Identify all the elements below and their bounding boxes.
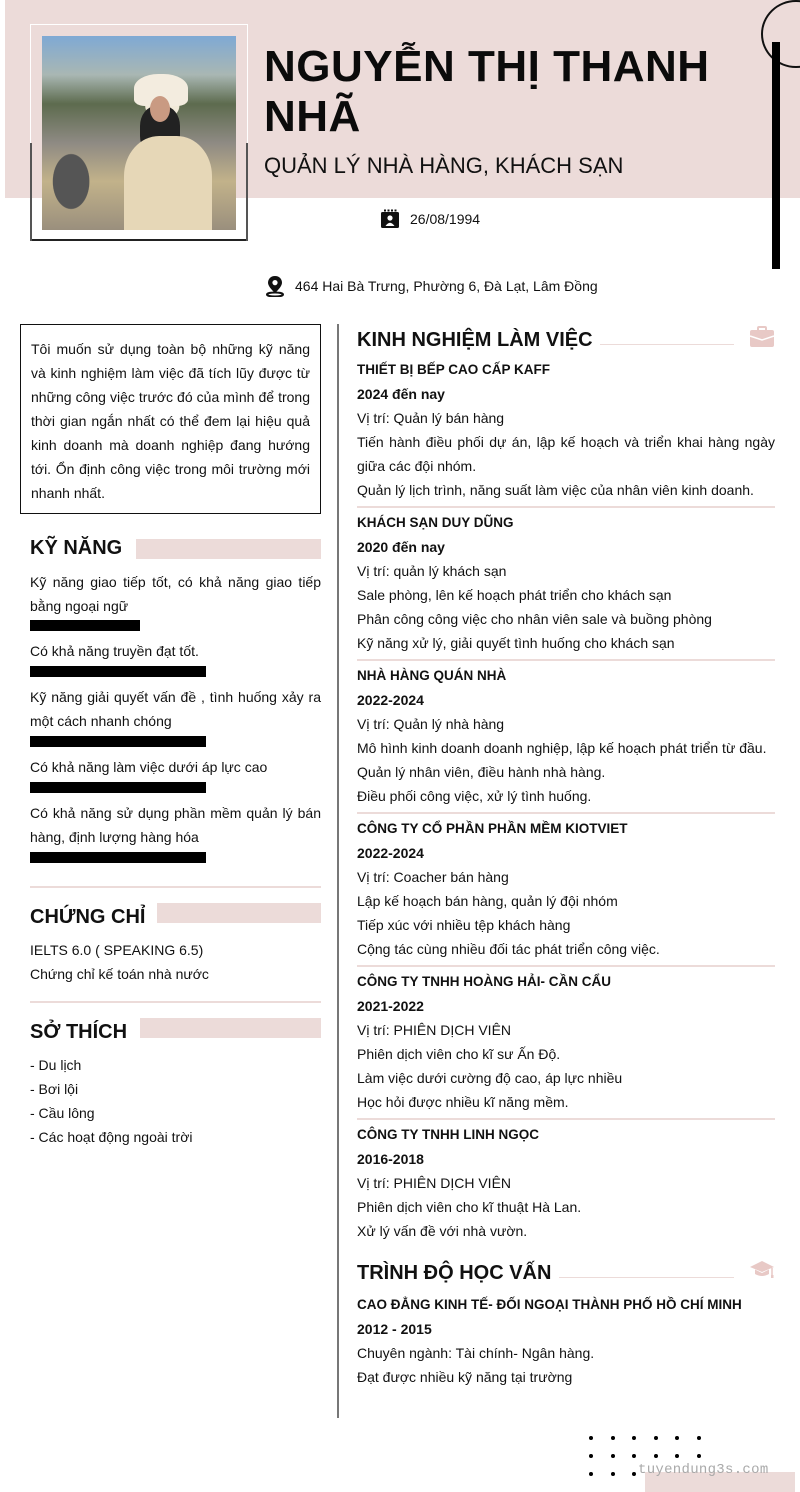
job-position: Vị trí: quản lý khách sạn <box>357 563 507 579</box>
map-pin-icon <box>265 275 285 297</box>
job-duty: Lập kế hoạch bán hàng, quản lý đội nhóm <box>357 893 618 909</box>
job-period: 2022-2024 <box>357 845 424 861</box>
experience-header <box>357 324 775 356</box>
job-duty: Phiên dịch viên cho kĩ thuật Hà Lan. <box>357 1199 582 1215</box>
skill-level-bar <box>30 666 206 677</box>
job-duty: Quản lý lịch trình, năng suất làm việc của nhân viên kinh doanh. <box>357 482 754 498</box>
experience-title-line <box>600 344 734 345</box>
hobbies-title: SỞ THÍCH <box>30 1021 128 1043</box>
job-company: NHÀ HÀNG QUÁN NHÀ <box>357 668 507 683</box>
school-name: CAO ĐẲNG KINH TẾ- ĐỐI NGOẠI THÀNH PHỐ HỒ CHÍ MINH <box>357 1297 742 1312</box>
job-duty: Làm việc dưới cường độ cao, áp lực nhiều <box>357 1070 623 1086</box>
job-company: THIẾT BỊ BẾP CAO CẤP KAFF <box>357 362 551 377</box>
section-divider <box>30 1001 321 1003</box>
dob-text: 26/08/1994 <box>410 211 481 227</box>
photo-face-shape <box>150 96 170 122</box>
address-text: 464 Hai Bà Trưng, Phường 6, Đà Lạt, Lâm Đồng <box>295 278 598 294</box>
job-company: CÔNG TY TNHH HOÀNG HẢI- CẦN CẨU <box>357 974 611 989</box>
skills-title: KỸ NĂNG <box>30 537 123 559</box>
job-duty: Cộng tác cùng nhiều đối tác phát triển công việc. <box>357 941 660 957</box>
job-company: KHÁCH SẠN DUY DŨNG <box>357 515 514 530</box>
job-entry <box>357 358 775 508</box>
job-duty: Phân công công việc cho nhân viên sale và buồng phòng <box>357 611 712 627</box>
career-objective: Tôi muốn sử dụng toàn bộ những kỹ năng và kinh nghiệm làm việc đã tích lũy được từ những công việc trước đó của mình để trong thời gian ngắn nhất có thể đem lại hiệu quả kinh doanh mà doanh nghiệp đang hướng tới. Ổn định công việc trong môi trường mới nhanh nhất. <box>20 324 321 514</box>
job-duty: Tiếp xúc với nhiều tệp khách hàng <box>357 917 571 933</box>
job-entry <box>357 511 775 661</box>
job-duty: Kỹ năng xử lý, giải quyết tình huống cho khách sạn <box>357 635 675 651</box>
job-title: QUẢN LÝ NHÀ HÀNG, KHÁCH SẠN <box>264 153 624 178</box>
job-duty: Sale phòng, lên kế hoạch phát triển cho khách sạn <box>357 587 672 603</box>
watermark: tuyendung3s.com <box>638 1462 769 1478</box>
skill-item: Kỹ năng giải quyết vấn đề , tình huống xảy ra một cách nhanh chóng <box>30 689 321 729</box>
education-detail: Đạt được nhiều kỹ năng tại trường <box>357 1369 573 1385</box>
job-duty: Học hỏi được nhiều kĩ năng mềm. <box>357 1094 569 1110</box>
calendar-user-icon <box>380 209 400 229</box>
job-duty: Phiên dịch viên cho kĩ sư Ấn Độ. <box>357 1046 561 1062</box>
education-title: TRÌNH ĐỘ HỌC VẤN <box>357 1261 552 1284</box>
briefcase-icon <box>749 326 775 348</box>
job-position: Vị trí: Quản lý nhà hàng <box>357 716 505 732</box>
job-period: 2020 đến nay <box>357 539 445 555</box>
candidate-name: NGUYỄN THỊ THANH NHÃ <box>264 42 710 141</box>
job-duty: Tiến hành điều phối dự án, lập kế hoạch và triển khai hàng ngày giữa các đội nhóm. <box>357 434 775 474</box>
skill-level-bar <box>30 736 206 747</box>
job-position: Vị trí: Quản lý bán hàng <box>357 410 505 426</box>
hobby-item: - Bơi lội <box>30 1081 79 1097</box>
job-position: Vị trí: PHIÊN DỊCH VIÊN <box>357 1175 512 1191</box>
section-divider <box>30 886 321 888</box>
skill-item: Có khả năng làm việc dưới áp lực cao <box>30 759 268 775</box>
contact-address <box>265 275 598 297</box>
job-duty: Mô hình kinh doanh doanh nghiệp, lập kế hoạch phát triển từ đầu. <box>357 740 767 756</box>
skill-level-bar <box>30 852 206 863</box>
job-entry <box>357 1123 775 1247</box>
right-column <box>357 324 775 1389</box>
education-entry <box>357 1293 775 1389</box>
skills-title-bar <box>136 539 321 559</box>
job-position: Vị trí: Coacher bán hàng <box>357 869 509 885</box>
job-company: CÔNG TY CỔ PHẦN PHẦN MỀM KIOTVIET <box>357 821 628 836</box>
job-duty: Điều phối công việc, xử lý tình huống. <box>357 788 592 804</box>
job-duty: Xử lý vấn đề với nhà vườn. <box>357 1223 528 1239</box>
job-entry <box>357 970 775 1120</box>
hobbies-title-bar <box>140 1018 321 1038</box>
skill-item: Kỹ năng giao tiếp tốt, có khả năng giao tiếp bằng ngoại ngữ <box>30 574 321 614</box>
job-entry <box>357 817 775 967</box>
job-entry <box>357 664 775 814</box>
profile-photo <box>42 36 236 230</box>
certificate-item: Chứng chỉ kế toán nhà nước <box>30 966 209 982</box>
hobby-item: - Du lịch <box>30 1057 82 1073</box>
job-duty: Quản lý nhân viên, điều hành nhà hàng. <box>357 764 606 780</box>
experience-title: KINH NGHIỆM LÀM VIỆC <box>357 328 593 351</box>
certificates-title-bar <box>157 903 321 923</box>
education-period: 2012 - 2015 <box>357 1321 432 1337</box>
education-detail: Chuyên ngành: Tài chính- Ngân hàng. <box>357 1345 595 1361</box>
education-title-line <box>559 1277 734 1278</box>
column-divider <box>337 324 339 1418</box>
skill-item: Có khả năng truyền đạt tốt. <box>30 643 199 659</box>
job-period: 2021-2022 <box>357 998 424 1014</box>
hobby-item: - Các hoạt động ngoài trời <box>30 1129 193 1145</box>
decorative-vertical-bar <box>772 42 780 269</box>
skill-level-bar <box>30 782 206 793</box>
hobby-item: - Cầu lông <box>30 1105 95 1121</box>
photo-coat-shape <box>124 136 212 230</box>
job-company: CÔNG TY TNHH LINH NGỌC <box>357 1127 539 1142</box>
job-position: Vị trí: PHIÊN DỊCH VIÊN <box>357 1022 512 1038</box>
education-header <box>357 1257 775 1289</box>
contact-dob <box>380 209 480 229</box>
graduation-cap-icon <box>749 1259 775 1281</box>
skill-level-bar <box>30 620 140 631</box>
job-period: 2024 đến nay <box>357 386 445 402</box>
certificates-title: CHỨNG CHỈ <box>30 906 146 928</box>
job-period: 2016-2018 <box>357 1151 424 1167</box>
certificate-item: IELTS 6.0 ( SPEAKING 6.5) <box>30 942 204 958</box>
job-period: 2022-2024 <box>357 692 424 708</box>
skill-item: Có khả năng sử dụng phần mềm quản lý bán hàng, định lượng hàng hóa <box>30 805 321 845</box>
